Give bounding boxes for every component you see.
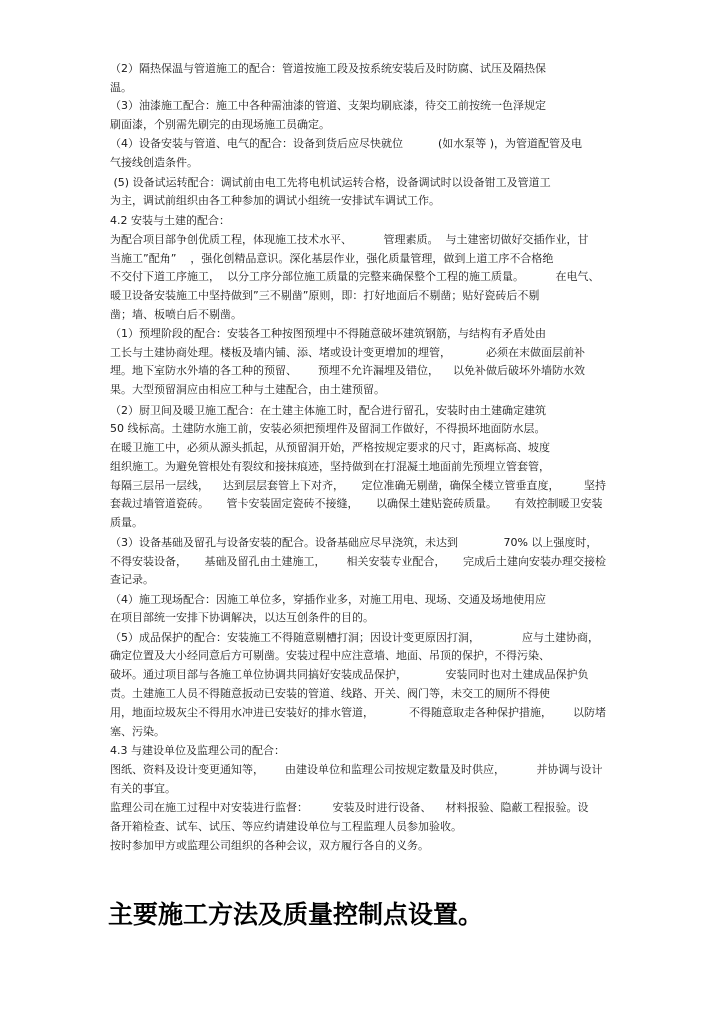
text-line: 不得安装设备， 基础及留孔由土建施工， 相关安装专业配合， 完成后土建向安装办理交接检 [110, 555, 606, 568]
text-line: （3）设备基础及留孔与设备安装的配合。设备基础应尽早浇筑，未达到 70% 以上强度时， [110, 536, 598, 549]
section-heading-4-2: 4.2 安装与土建的配合： [110, 214, 230, 227]
text-line: 用，地面垃圾灰尘不得用水冲进已安装好的排水管道， 不得随意取走各种保护措施， 以防堵 [110, 706, 606, 719]
section-heading-4-3: 4.3 与建设单位及监理公司的配合： [110, 744, 285, 757]
text-line: 当施工”配角” ，强化创精品意识。深化基层作业，强化质量管理，做到上道工序不合格绝 [110, 252, 554, 265]
chapter-heading: 主要施工方法及质量控制点设置。 [108, 900, 484, 929]
text-line: 组织施工。为避免管根处有裂纹和接抹痕迹，坚持做到在打混凝土地面前先预埋立管套管， [110, 460, 550, 473]
text-line: 有关的事宜。 [110, 782, 176, 795]
text-line: 备开箱检查、试车、试压、等应约请建设单位与工程监理人员参加验收。 [110, 820, 462, 833]
text-line: 破坏。通过项目部与各施工单位协调共同搞好安装成品保护， 安装同时也对土建成品保护负 [110, 668, 589, 681]
text-line: 温。 [110, 81, 132, 94]
text-line: 每隔三层吊一层线， 达到层层套管上下对齐， 定位准确无剔凿，确保全楼立管垂直度， 坚持 [110, 479, 606, 492]
text-line: 按时参加甲方或监理公司组织的各种会议，双方履行各自的义务。 [110, 839, 429, 852]
text-line: 刷面漆，个别需先刷完的由现场施工员确定。 [110, 118, 330, 131]
text-line: (5) 设备试运转配合：调试前由电工先将电机试运转合格，设备调试时以设备钳工及管道工 [110, 176, 551, 189]
text-line: 监理公司在施工过程中对安装进行监督： 安装及时进行设备、 材料报验、隐蔽工程报验。设 [110, 801, 589, 814]
text-line: （2）厨卫间及暖卫施工配合：在土建主体施工时，配合进行留孔，安装时由土建确定建筑 [110, 404, 546, 417]
text-line: （5）成品保护的配合：安装施工不得随意剔槽打洞；因设计变更原因打洞， 应与土建协商， [110, 631, 599, 644]
text-line: 气接线创造条件。 [110, 156, 198, 169]
text-line: 暖卫设备安装施工中坚持做到”三不剔凿”原则，即：打好地面后不剔凿；贴好瓷砖后不剔 [110, 289, 540, 302]
text-line: 为配合项目部争创优质工程，体现施工技术水平、 管理素质。 与土建密切做好交插作业，甘 [110, 233, 589, 246]
text-line: （4）设备安装与管道、电气的配合：设备到货后应尽快就位 (如水泵等 )，为管道配管及电 [110, 137, 583, 150]
text-line: （4）施工现场配合：因施工单位多，穿插作业多，对施工用电、现场、交通及场地使用应 [110, 593, 546, 606]
text-line: 在项目部统一安排下协调解决，以达互创条件的目的。 [110, 611, 374, 624]
text-line: 塞、污染。 [110, 725, 165, 738]
text-line: 查记录。 [110, 573, 154, 586]
text-line: 在暖卫施工中，必须从源头抓起，从预留洞开始，严格按规定要求的尺寸，距离标高、坡度 [110, 441, 550, 454]
text-line: 质量。 [110, 516, 143, 529]
text-line: 果。大型预留洞应由相应工种与土建配合，由土建预留。 [110, 383, 385, 396]
text-line: 为主，调试前组织由各工种参加的调试小组统一安排试车调试工作。 [110, 194, 440, 207]
text-line: 套裁过墙管道瓷砖。 管卡安装固定瓷砖不接缝， 以确保土建贴瓷砖质量。 有效控制暖卫安装 [110, 497, 603, 510]
text-line: 不交付下道工序施工， 以分工序分部位施工质量的完整来确保整个工程的施工质量。 在电气、 [110, 270, 600, 283]
text-line: 确定位置及大小经同意后方可剔凿。安装过程中应注意墙、地面、吊顶的保护，不得污染、 [110, 649, 550, 662]
text-line: 工长与土建协商处理。楼板及墙内铺、添、堵或设计变更增加的埋管， 必须在末做面层前补 [110, 346, 585, 359]
text-line: 凿；墙、板喷白后不剔凿。 [110, 308, 242, 321]
text-line: 50 线标高。土建防水施工前，安装必须把预埋件及留洞工作做好，不得损坏地面防水层。 [110, 422, 546, 435]
text-line: （2）隔热保温与管道施工的配合：管道按施工段及按系统安装后及时防腐、试压及隔热保 [110, 62, 546, 75]
text-line: 埋。地下室防水外墙的各工种的预留、 预埋不允许漏埋及错位， 以免补做后破坏外墙防水效 [110, 364, 585, 377]
text-line: 责。土建施工人员不得随意扳动已安装的管道、线路、开关、阀门等，未交工的厕所不得使 [110, 687, 550, 700]
text-line: （1）预埋阶段的配合：安装各工种按图预埋中不得随意破坏建筑钢筋，与结构有矛盾处由 [110, 327, 546, 340]
text-line: 图纸、资料及设计变更通知等， 由建设单位和监理公司按规定数量及时供应， 并协调与设计 [110, 763, 603, 776]
text-line: （3）油漆施工配合：施工中各种需油漆的管道、支架均刷底漆，待交工前按统一色泽规定 [110, 99, 546, 112]
